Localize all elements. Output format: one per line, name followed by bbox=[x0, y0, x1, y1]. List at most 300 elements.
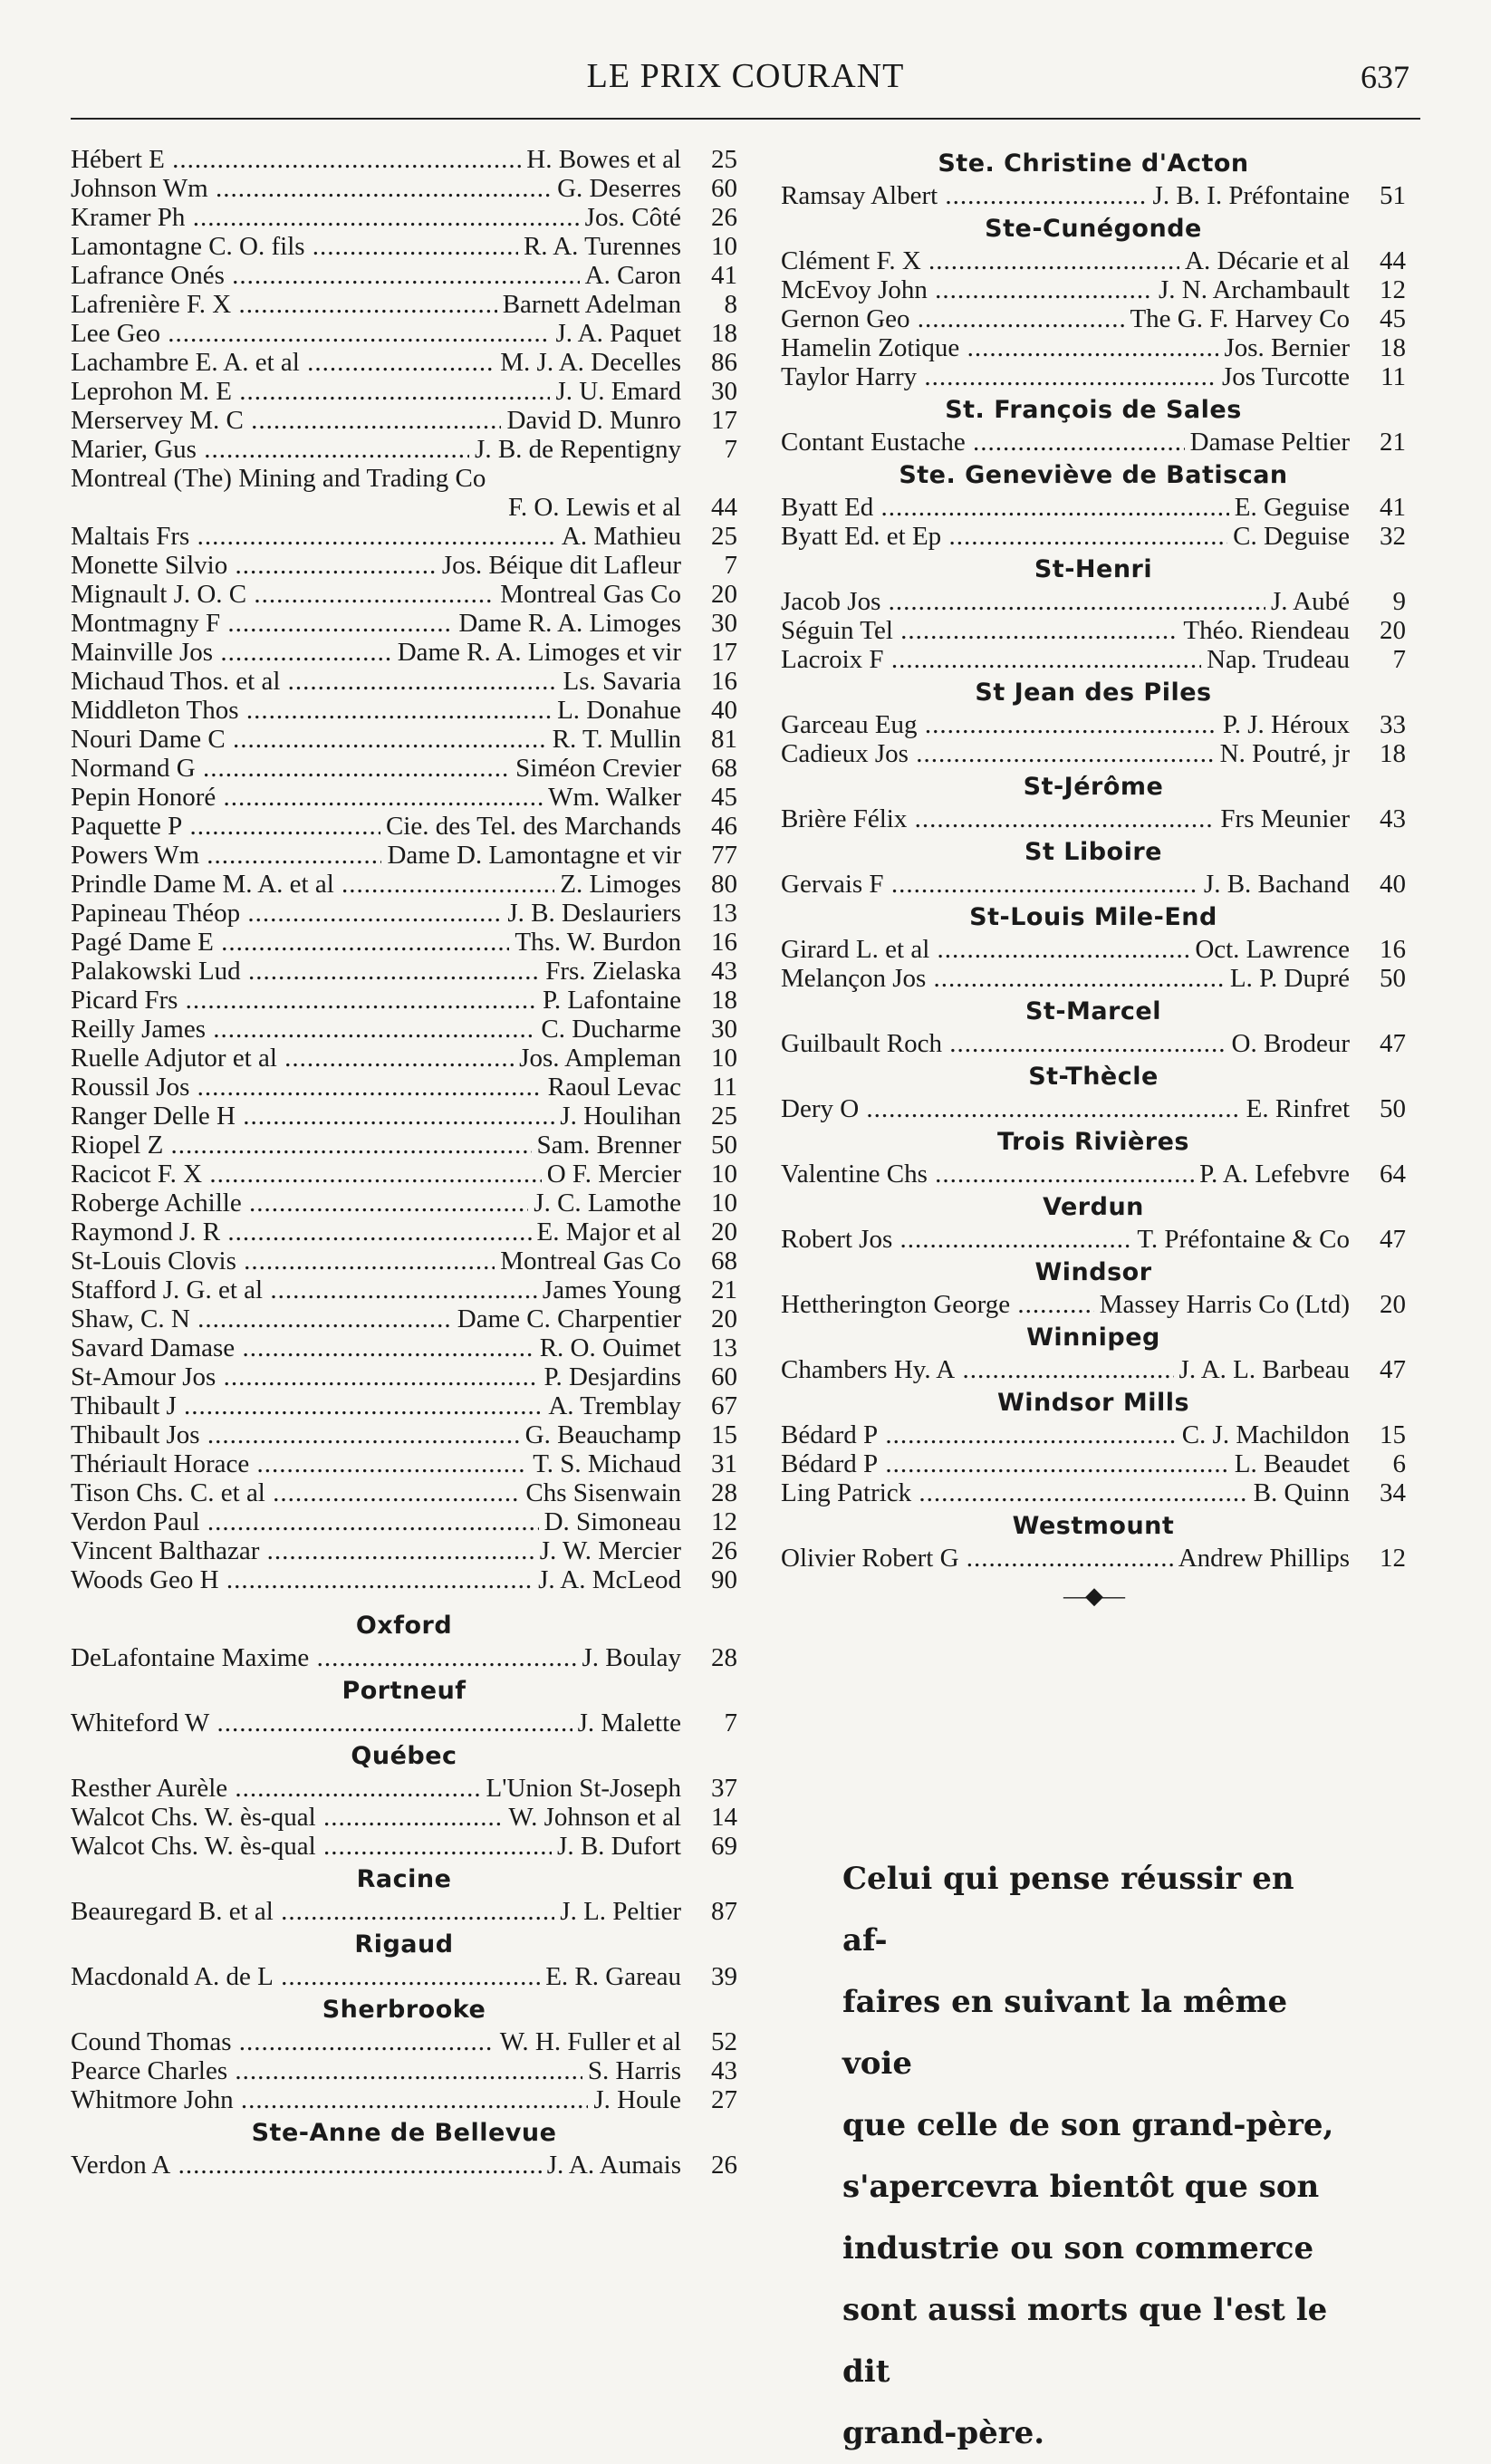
creditor-name: W. Johnson et al bbox=[508, 1803, 681, 1832]
creditor-name: D. Simoneau bbox=[543, 1507, 681, 1536]
amount: 17 bbox=[711, 638, 737, 667]
listing-entry bbox=[71, 232, 737, 261]
listing-entry bbox=[71, 2027, 737, 2056]
creditor-name: Dame C. Charpentier bbox=[457, 1304, 681, 1333]
listing-entry bbox=[781, 304, 1406, 333]
listing-entry bbox=[71, 348, 737, 377]
creditor-name: J. A. Aumais bbox=[546, 2151, 681, 2180]
listing-entry bbox=[781, 362, 1406, 391]
listing-entry bbox=[71, 1246, 737, 1275]
debtor-name: Thériault Horace ..... bbox=[71, 1449, 527, 1478]
debtor-name: Thibault J ..... bbox=[71, 1391, 543, 1420]
section-heading: Westmount bbox=[1012, 1512, 1175, 1540]
listing-entry bbox=[71, 435, 737, 464]
amount: 47 bbox=[1380, 1355, 1406, 1384]
quote-line: grand-père. bbox=[842, 2415, 1045, 2451]
debtor-name: Byatt Ed. et Ep ..... bbox=[781, 522, 1227, 551]
amount: 10 bbox=[711, 1189, 737, 1218]
creditor-name: S. Harris bbox=[587, 2056, 681, 2085]
debtor-name: Marier, Gus ..... bbox=[71, 435, 469, 464]
amount: 11 bbox=[1380, 362, 1406, 391]
listing-entry bbox=[781, 1290, 1406, 1319]
amount: 6 bbox=[1392, 1449, 1406, 1478]
debtor-name: Raymond J. R ..... bbox=[71, 1218, 532, 1246]
creditor-name: A. Caron bbox=[584, 261, 681, 290]
debtor-name: Taylor Harry ..... bbox=[781, 362, 1217, 391]
debtor-name: Thibault Jos ..... bbox=[71, 1420, 520, 1449]
spacer bbox=[71, 493, 503, 522]
listing-entry bbox=[781, 964, 1406, 993]
debtor-name: Guilbault Roch ..... bbox=[781, 1029, 1226, 1058]
listing-entry bbox=[71, 1962, 737, 1991]
listing-entry bbox=[71, 609, 737, 638]
debtor-name: Dery O ..... bbox=[781, 1094, 1241, 1123]
debtor-name: Séguin Tel ..... bbox=[781, 616, 1178, 645]
debtor-name: DeLafontaine Maxime ..... bbox=[71, 1643, 576, 1672]
debtor-name: Powers Wm ..... bbox=[71, 841, 381, 870]
listing-entry bbox=[71, 1102, 737, 1131]
debtor-name: Verdon Paul ..... bbox=[71, 1507, 539, 1536]
page-number: 637 bbox=[1361, 59, 1409, 95]
section-heading: Verdun bbox=[1043, 1193, 1144, 1221]
amount: 14 bbox=[711, 1803, 737, 1832]
amount: 28 bbox=[711, 1643, 737, 1672]
listing-entry bbox=[71, 696, 737, 725]
listing-entry bbox=[71, 2085, 737, 2114]
amount: 8 bbox=[724, 290, 737, 319]
creditor-name: E. R. Gareau bbox=[545, 1962, 681, 1991]
debtor-name: Monette Silvio ..... bbox=[71, 551, 437, 580]
creditor-name: T. Préfontaine & Co bbox=[1137, 1225, 1350, 1254]
entry-line bbox=[71, 493, 737, 522]
listing-entry bbox=[71, 1565, 737, 1594]
listing-entry bbox=[71, 1449, 737, 1478]
listing-entry bbox=[71, 261, 737, 290]
debtor-name: Gervais F ..... bbox=[781, 870, 1198, 899]
creditor-name: Barnett Adelman bbox=[502, 290, 681, 319]
amount: 12 bbox=[1380, 1544, 1406, 1573]
listing-entry bbox=[71, 783, 737, 812]
listing-entry bbox=[71, 1131, 737, 1160]
debtor-name: Pearce Charles ..... bbox=[71, 2056, 582, 2085]
creditor-name: B. Quinn bbox=[1253, 1478, 1350, 1507]
debtor-name: Montreal (The) Mining and Trading Co bbox=[71, 464, 486, 493]
amount: 32 bbox=[1380, 522, 1406, 551]
debtor-name: Montmagny F ..... bbox=[71, 609, 453, 638]
amount: 25 bbox=[711, 145, 737, 174]
quote-line: sont aussi morts que l'est le dit bbox=[842, 2292, 1328, 2390]
amount: 41 bbox=[711, 261, 737, 290]
amount: 47 bbox=[1380, 1029, 1406, 1058]
creditor-name: Siméon Crevier bbox=[515, 754, 681, 783]
section-heading: Oxford bbox=[355, 1612, 453, 1640]
creditor-name: L. Donahue bbox=[557, 696, 681, 725]
debtor-name: Girard L. et al ..... bbox=[781, 935, 1189, 964]
listing-entry bbox=[71, 290, 737, 319]
listing-entry bbox=[781, 804, 1406, 833]
creditor-name: R. T. Mullin bbox=[552, 725, 681, 754]
amount: 43 bbox=[711, 2056, 737, 2085]
listing-entry bbox=[71, 1362, 737, 1391]
amount: 10 bbox=[711, 232, 737, 261]
creditor-name: Wm. Walker bbox=[548, 783, 681, 812]
debtor-name: Michaud Thos. et al ..... bbox=[71, 667, 558, 696]
creditor-name: Dame D. Lamontagne et vir bbox=[387, 841, 681, 870]
amount: 25 bbox=[711, 522, 737, 551]
listing-entry bbox=[71, 638, 737, 667]
listing-entry bbox=[71, 1708, 737, 1737]
listing-entry bbox=[71, 1536, 737, 1565]
debtor-name: Roussil Jos ..... bbox=[71, 1073, 543, 1102]
amount: 26 bbox=[711, 203, 737, 232]
creditor-name: J. A. L. Barbeau bbox=[1178, 1355, 1350, 1384]
amount: 26 bbox=[711, 1536, 737, 1565]
amount: 7 bbox=[724, 1708, 737, 1737]
section-heading: St Jean des Piles bbox=[975, 679, 1212, 707]
debtor-name: Hettherington George ..... bbox=[781, 1290, 1094, 1319]
section-heading: Windsor Mills bbox=[996, 1389, 1190, 1417]
amount: 16 bbox=[711, 667, 737, 696]
debtor-name: Chambers Hy. A ..... bbox=[781, 1355, 1174, 1384]
section-heading: Windsor bbox=[1034, 1258, 1152, 1286]
listing-entry bbox=[71, 841, 737, 870]
listing-entry bbox=[71, 667, 737, 696]
listing-entry bbox=[71, 551, 737, 580]
debtor-name: Picard Frs ..... bbox=[71, 986, 537, 1015]
debtor-name: Lafrenière F. X ..... bbox=[71, 290, 497, 319]
listing-entry bbox=[781, 587, 1406, 616]
creditor-name: Montreal Gas Co bbox=[500, 580, 681, 609]
debtor-name: Savard Damase ..... bbox=[71, 1333, 534, 1362]
debtor-name: Merservey M. C ..... bbox=[71, 406, 501, 435]
section-heading: Ste-Anne de Bellevue bbox=[251, 2119, 557, 2147]
amount: 20 bbox=[711, 1304, 737, 1333]
listing-entry bbox=[781, 428, 1406, 457]
amount: 27 bbox=[711, 2085, 737, 2114]
creditor-name: J. Boulay bbox=[582, 1643, 681, 1672]
amount: 44 bbox=[711, 493, 737, 522]
creditor-name: J. B. I. Préfontaine bbox=[1152, 181, 1350, 210]
amount: 46 bbox=[711, 812, 737, 841]
section-heading: St-Henri bbox=[1034, 555, 1153, 583]
amount: 80 bbox=[711, 870, 737, 899]
amount: 21 bbox=[1380, 428, 1406, 457]
amount: 18 bbox=[711, 319, 737, 348]
debtor-name: Garceau Eug ..... bbox=[781, 710, 1217, 739]
listing-entry bbox=[71, 1803, 737, 1832]
listing-entry bbox=[71, 1333, 737, 1362]
creditor-name: Z. Limoges bbox=[560, 870, 681, 899]
closing-quote bbox=[842, 1848, 1350, 2464]
debtor-name: Cound Thomas ..... bbox=[71, 2027, 495, 2056]
creditor-name: Dame R. A. Limoges et vir bbox=[397, 638, 681, 667]
creditor-name: T. S. Michaud bbox=[533, 1449, 681, 1478]
creditor-name: James Young bbox=[542, 1275, 681, 1304]
listing-entry bbox=[71, 986, 737, 1015]
amount: 87 bbox=[711, 1897, 737, 1926]
debtor-name: Leprohon M. E ..... bbox=[71, 377, 550, 406]
creditor-name: G. Deserres bbox=[557, 174, 681, 203]
debtor-name: Walcot Chs. W. ès-qual ..... bbox=[71, 1832, 552, 1861]
amount: 86 bbox=[711, 348, 737, 377]
listing-entry bbox=[71, 928, 737, 957]
amount: 50 bbox=[1380, 964, 1406, 993]
debtor-name: Johnson Wm ..... bbox=[71, 174, 552, 203]
listing-entry bbox=[781, 1225, 1406, 1254]
amount: 68 bbox=[711, 1246, 737, 1275]
debtor-name: Ramsay Albert ..... bbox=[781, 181, 1148, 210]
listing-entry bbox=[71, 203, 737, 232]
section-heading: Trois Rivières bbox=[997, 1128, 1189, 1156]
creditor-name: N. Poutré, jr bbox=[1219, 739, 1350, 768]
debtor-name: St-Louis Clovis ..... bbox=[71, 1246, 495, 1275]
creditor-name: J. B. de Repentigny bbox=[475, 435, 681, 464]
listing-entry bbox=[71, 580, 737, 609]
debtor-name: McEvoy John ..... bbox=[781, 275, 1153, 304]
debtor-name: Macdonald A. de L ..... bbox=[71, 1962, 540, 1991]
debtor-name: Bédard P ..... bbox=[781, 1420, 1177, 1449]
creditor-name: C. Deguise bbox=[1233, 522, 1350, 551]
debtor-name: Vincent Balthazar ..... bbox=[71, 1536, 534, 1565]
debtor-name: Kramer Ph ..... bbox=[71, 203, 580, 232]
listing-entry bbox=[781, 739, 1406, 768]
creditor-name: J. Houlihan bbox=[560, 1102, 681, 1131]
creditor-name: Chs Sisenwain bbox=[525, 1478, 681, 1507]
debtor-name: Stafford J. G. et al ..... bbox=[71, 1275, 537, 1304]
creditor-name: Andrew Phillips bbox=[1178, 1544, 1350, 1573]
debtor-name: Pepin Honoré ..... bbox=[71, 783, 543, 812]
debtor-name: Palakowski Lud ..... bbox=[71, 957, 540, 986]
amount: 20 bbox=[711, 1218, 737, 1246]
creditor-name: C. Ducharme bbox=[541, 1015, 681, 1044]
left-column bbox=[71, 145, 737, 2180]
creditor-name: R. O. Ouimet bbox=[539, 1333, 681, 1362]
amount: 7 bbox=[1392, 645, 1406, 674]
listing-entry bbox=[71, 1391, 737, 1420]
amount: 18 bbox=[711, 986, 737, 1015]
amount: 47 bbox=[1380, 1225, 1406, 1254]
listing-entry bbox=[781, 522, 1406, 551]
amount: 40 bbox=[1380, 870, 1406, 899]
creditor-name: P. Lafontaine bbox=[542, 986, 681, 1015]
creditor-name: L. P. Dupré bbox=[1229, 964, 1350, 993]
creditor-name: L. Beaudet bbox=[1234, 1449, 1350, 1478]
debtor-name: Shaw, C. N ..... bbox=[71, 1304, 452, 1333]
creditor-name: J. Malette bbox=[577, 1708, 681, 1737]
section-heading: Rigaud bbox=[354, 1930, 454, 1959]
listing-entry bbox=[71, 899, 737, 928]
creditor-name: J. Aubé bbox=[1271, 587, 1350, 616]
creditor-name: Ths. W. Burdon bbox=[515, 928, 681, 957]
amount: 7 bbox=[724, 551, 737, 580]
listing-entry bbox=[781, 1478, 1406, 1507]
amount: 50 bbox=[711, 1131, 737, 1160]
creditor-name: A. Tremblay bbox=[548, 1391, 681, 1420]
creditor-name: M. J. A. Decelles bbox=[500, 348, 681, 377]
amount: 43 bbox=[711, 957, 737, 986]
section-heading: St-Louis Mile-End bbox=[969, 903, 1217, 931]
creditor-name: Massey Harris Co (Ltd) bbox=[1099, 1290, 1350, 1319]
amount: 51 bbox=[1380, 181, 1406, 210]
debtor-name: Valentine Chs ..... bbox=[781, 1160, 1194, 1189]
quote-line: que celle de son grand-père, bbox=[842, 2107, 1334, 2143]
amount: 30 bbox=[711, 1015, 737, 1044]
debtor-name: Whiteford W ..... bbox=[71, 1708, 572, 1737]
creditor-name: J. C. Lamothe bbox=[534, 1189, 681, 1218]
debtor-name: Lee Geo ..... bbox=[71, 319, 550, 348]
listing-entry bbox=[781, 870, 1406, 899]
page-header bbox=[0, 56, 1491, 107]
debtor-name: Ranger Delle H ..... bbox=[71, 1102, 554, 1131]
creditor-name: Théo. Riendeau bbox=[1183, 616, 1350, 645]
debtor-name: Olivier Robert G ..... bbox=[781, 1544, 1173, 1573]
listing-entry bbox=[71, 1643, 737, 1672]
debtor-name: Lachambre E. A. et al ..... bbox=[71, 348, 495, 377]
listing-entry bbox=[71, 145, 737, 174]
amount: 45 bbox=[1380, 304, 1406, 333]
section-heading: Winnipeg bbox=[1026, 1323, 1160, 1352]
debtor-name: Cadieux Jos ..... bbox=[781, 739, 1215, 768]
creditor-name: J. Houle bbox=[593, 2085, 681, 2114]
amount: 26 bbox=[711, 2151, 737, 2180]
debtor-name: Paquette P ..... bbox=[71, 812, 380, 841]
amount: 40 bbox=[711, 696, 737, 725]
amount: 64 bbox=[1380, 1160, 1406, 1189]
debtor-name: Racicot F. X ..... bbox=[71, 1160, 542, 1189]
amount: 16 bbox=[1380, 935, 1406, 964]
section-heading: Ste. Geneviève de Batiscan bbox=[899, 461, 1288, 489]
amount: 44 bbox=[1380, 246, 1406, 275]
listing-entry bbox=[781, 1355, 1406, 1384]
section-heading: St Liboire bbox=[1024, 838, 1162, 866]
debtor-name: Hébert E ..... bbox=[71, 145, 521, 174]
creditor-name: J. B. Bachand bbox=[1203, 870, 1350, 899]
debtor-name: Mignault J. O. C ..... bbox=[71, 580, 495, 609]
creditor-name: Nap. Trudeau bbox=[1207, 645, 1350, 674]
debtor-name: Papineau Théop ..... bbox=[71, 899, 502, 928]
debtor-name: Resther Aurèle ..... bbox=[71, 1774, 481, 1803]
creditor-name: J. W. Mercier bbox=[539, 1536, 681, 1565]
creditor-name: J. N. Archambault bbox=[1158, 275, 1350, 304]
listing-entry bbox=[71, 1478, 737, 1507]
listing-entry bbox=[71, 1832, 737, 1861]
debtor-name: Lafrance Onés ..... bbox=[71, 261, 580, 290]
creditor-name: Jos. Bernier bbox=[1224, 333, 1350, 362]
creditor-name: Jos. Côté bbox=[584, 203, 681, 232]
debtor-name: Roberge Achille ..... bbox=[71, 1189, 528, 1218]
listing-entry bbox=[781, 1449, 1406, 1478]
amount: 31 bbox=[711, 1449, 737, 1478]
listing-entry bbox=[781, 616, 1406, 645]
section-heading: Ste-Cunégonde bbox=[985, 215, 1202, 243]
debtor-name: Prindle Dame M. A. et al ..... bbox=[71, 870, 554, 899]
debtor-name: Beauregard B. et al ..... bbox=[71, 1897, 554, 1926]
creditor-name: A. Décarie et al bbox=[1185, 246, 1350, 275]
quote-line: Celui qui pense réussir en af- bbox=[842, 1861, 1294, 1959]
debtor-name: Lamontagne C. O. fils ..... bbox=[71, 232, 518, 261]
creditor-name: Frs Meunier bbox=[1220, 804, 1350, 833]
creditor-name: L'Union St-Joseph bbox=[486, 1774, 681, 1803]
amount: 20 bbox=[711, 580, 737, 609]
amount: 30 bbox=[711, 377, 737, 406]
amount: 20 bbox=[1380, 616, 1406, 645]
debtor-name: St-Amour Jos ..... bbox=[71, 1362, 539, 1391]
debtor-name: Pagé Dame E ..... bbox=[71, 928, 509, 957]
listing-entry bbox=[781, 710, 1406, 739]
listing-entry bbox=[71, 2151, 737, 2180]
amount: 69 bbox=[711, 1832, 737, 1861]
listing-entry bbox=[71, 1189, 737, 1218]
listing-entry bbox=[781, 246, 1406, 275]
debtor-name: Bédard P ..... bbox=[781, 1449, 1229, 1478]
debtor-name: Hamelin Zotique ..... bbox=[781, 333, 1218, 362]
debtor-name: Whitmore John ..... bbox=[71, 2085, 588, 2114]
debtor-name: Riopel Z ..... bbox=[71, 1131, 532, 1160]
amount: 18 bbox=[1380, 739, 1406, 768]
amount: 9 bbox=[1392, 587, 1406, 616]
amount: 33 bbox=[1380, 710, 1406, 739]
listing-entry bbox=[71, 2056, 737, 2085]
amount: 7 bbox=[724, 435, 737, 464]
listing-entry bbox=[71, 377, 737, 406]
amount: 37 bbox=[711, 1774, 737, 1803]
section-heading: Ste. Christine d'Acton bbox=[938, 149, 1249, 178]
amount: 77 bbox=[711, 841, 737, 870]
right-column bbox=[781, 145, 1406, 1620]
section-heading: Portneuf bbox=[341, 1677, 467, 1705]
creditor-name: Ls. Savaria bbox=[563, 667, 681, 696]
ornament-divider: —◆— bbox=[1063, 1583, 1123, 1609]
creditor-name: Frs. Zielaska bbox=[545, 957, 681, 986]
section-heading: St. François de Sales bbox=[945, 396, 1242, 424]
debtor-name: Tison Chs. C. et al ..... bbox=[71, 1478, 520, 1507]
creditor-name: C. J. Machildon bbox=[1181, 1420, 1350, 1449]
debtor-name: Verdon A ..... bbox=[71, 2151, 542, 2180]
debtor-name: Melançon Jos ..... bbox=[781, 964, 1225, 993]
listing-entry bbox=[781, 1029, 1406, 1058]
creditor-name: Jos. Béique dit Lafleur bbox=[441, 551, 681, 580]
amount: 12 bbox=[1380, 275, 1406, 304]
debtor-name: Maltais Frs ..... bbox=[71, 522, 556, 551]
creditor-name: Jos Turcotte bbox=[1221, 362, 1350, 391]
listing-entry bbox=[71, 319, 737, 348]
amount: 20 bbox=[1380, 1290, 1406, 1319]
amount: 60 bbox=[711, 1362, 737, 1391]
creditor-name: A. Mathieu bbox=[561, 522, 681, 551]
debtor-name: Ling Patrick ..... bbox=[781, 1478, 1248, 1507]
amount: 16 bbox=[711, 928, 737, 957]
creditor-name: P. A. Lefebvre bbox=[1199, 1160, 1350, 1189]
creditor-name: R. A. Turennes bbox=[523, 232, 681, 261]
listing-entry bbox=[781, 493, 1406, 522]
creditor-name: J. B. Deslauriers bbox=[507, 899, 681, 928]
listing-entry bbox=[71, 870, 737, 899]
amount: 13 bbox=[711, 1333, 737, 1362]
creditor-name: P. Desjardins bbox=[543, 1362, 681, 1391]
debtor-name: Nouri Dame C ..... bbox=[71, 725, 547, 754]
amount: 68 bbox=[711, 754, 737, 783]
listing-entry bbox=[781, 1094, 1406, 1123]
quote-line: s'apercevra bientôt que son bbox=[842, 2169, 1320, 2205]
creditor-name: Oct. Lawrence bbox=[1195, 935, 1350, 964]
listing-entry bbox=[71, 1073, 737, 1102]
listing-entry bbox=[781, 181, 1406, 210]
spacer bbox=[71, 1594, 737, 1607]
quote-line: industrie ou son commerce bbox=[842, 2230, 1314, 2267]
debtor-name: Walcot Chs. W. ès-qual ..... bbox=[71, 1803, 503, 1832]
section-heading: Racine bbox=[356, 1865, 452, 1893]
debtor-name: Robert Jos ..... bbox=[781, 1225, 1131, 1254]
